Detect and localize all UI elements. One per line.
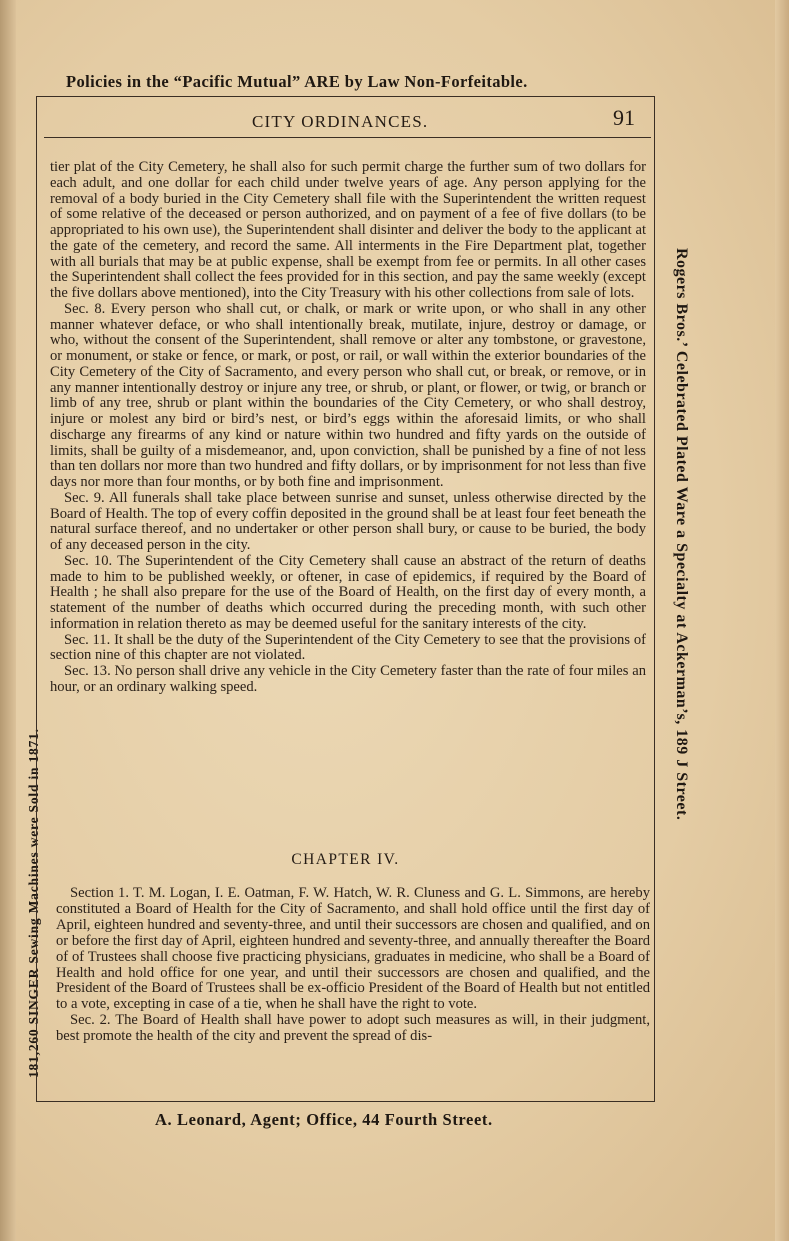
paragraph-sec-11: Sec. 11. It shall be the duty of the Superintendent of the City Cemetery to see that the provisions of section nine of this chapter are not violated. [50,631,646,664]
left-margin-advertisement: 181,260 SINGER Sewing Machines were Sold in 1871. [26,728,41,1078]
paragraph-sec-8: Sec. 8. Every person who shall cut, or chalk, or mark or write upon, or who shall in any other manner whatever deface, or who shall intentionally break, mutilate, injure, destroy or damage, or who, without the consent of the Superintendent, shall remove or alter any tombstone, or gravestone, or monument, or stake or fence, or mark, or post, or rail, or wall within the exterior boundaries of the City Cemetery of the City of Sacramento, and every person who shall cut, or break, or remove, or in any manner intentionally destroy or injure any tree, or shrub, or plant, or flower, or twig, or branch or limb of any tree, shrub or plant within the boundaries of the City Cemetery, or who shall destroy, injure or molest any bird or bird’s nest, or bird’s eggs within the aforesaid limits, or who shall discharge any firearms of any kind or nature within two hundred and fifty yards on the outside of limits, shall be guilty of a misdemeanor, and, upon conviction, shall be punished by a fine of not less than ten dollars nor more than two hundred and fifty dollars, or by imprisonment for not less than five days nor more than four months, or by both fine and imprisonment. [50,300,646,490]
ordinance-body-text [50,160,646,696]
bottom-advertisement: A. Leonard, Agent; Office, 44 Fourth Street. [155,1110,493,1129]
paragraph-cemetery-fees: tier plat of the City Cemetery, he shall also for such permit charge the further sum of two dollars for each adult, and one dollar for each child under twelve years of age. Any person applying for the removal of a body buried in the City Cemetery shall file with the Superintendent the written request of some relative of the deceased or person authorized, and on payment of a fee of five dollars (to be appropriated to his own use), the Superintendent shall disinter and deliver the body to the applicant at the gate of the cemetery, and record the same. All interments in the Fire Department plat, together with all burials that may be at public expense, shall be exempt from fee or permits. In all other cases the Superintendent shall collect the fees provided for in this section, and pay the same weekly (except the five dollars above mentioned), into the City Treasury with his other collections from sale of lots. [50,159,646,301]
paragraph-section-1: Section 1. T. M. Logan, I. E. Oatman, F. W. Hatch, W. R. Cluness and G. L. Simmons, are hereby constituted a Board of Health for the City of Sacramento, and shall hold office until the first day of April, eighteen hundred and seventy-three, and until their successors are chosen and qualified, and on or before the first day of April, eighteen hundred and seventy-three, and annually thereafter the Board of of Trustees shall choose five practicing physicians, graduates in medicine, who shall be a Board of Health and hold office for one year, and until their successors are chosen and qualified, and the President of the Board of Trustees shall be ex-officio President of the Board of Health but not entitled to a vote, excepting in case of a tie, when he shall have the right to vote. [56,885,650,1013]
page-number: 91 [613,105,635,130]
page-binding-edge [0,0,16,1241]
paragraph-section-2: Sec. 2. The Board of Health shall have power to adopt such measures as will, in their judgment, best promote the health of the city and prevent the spread of dis- [56,1012,650,1045]
running-head-title: CITY ORDINANCES. [252,112,429,131]
top-advertisement: Policies in the “Pacific Mutual” ARE by Law Non-Forfeitable. [66,72,528,91]
paragraph-sec-13: Sec. 13. No person shall drive any vehicle in the City Cemetery faster than the rate of four miles an hour, or an ordinary walking speed. [50,663,646,695]
paragraph-sec-10: Sec. 10. The Superintendent of the City Cemetery shall cause an abstract of the return of deaths made to him to be published weekly, or oftener, in case of epidemics, if required by the Board of Health ; he shall also prepare for the use of the Board of Health, on the first day of every month, a statement of the number of deaths which occurred during the preceding month, with such other information in relation thereto as may be deemed useful for the sanitary interests of the city. [50,552,646,632]
chapter-body-text [56,886,650,1045]
chapter-heading: CHAPTER IV. [291,851,400,868]
paragraph-sec-9: Sec. 9. All funerals shall take place between sunrise and sunset, unless otherwise directed by the Board of Health. The top of every coffin deposited in the ground shall be at least four feet beneath the natural surface thereof, and no undertaker or other person shall bury, or cause to be buried, the body of any deceased person in the city. [50,489,646,553]
header-rule [44,137,651,138]
page-outer-edge [775,0,789,1241]
right-margin-advertisement: Rogers Bros.’ Celebrated Plated Ware a Specialty at Ackerman’s, 189 J Street. [673,248,690,821]
